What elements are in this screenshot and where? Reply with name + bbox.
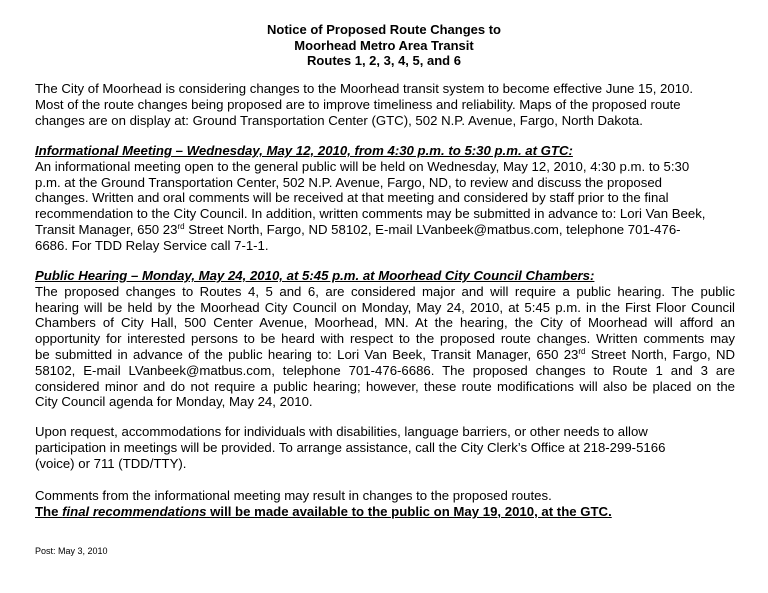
intro-line: Most of the route changes being proposed are to improve timeliness and reliability. Maps of the proposed route [35,96,681,112]
hearing-line: Chambers of City Hall, 500 Center Avenue, Moorhead, MN. At the hearing, the City of Moorhead will afford an [35,315,735,331]
info-line: 6686. For TDD Relay Service call 7-1-1. [35,237,269,253]
info-line-part: Transit Manager, 650 23 [35,221,178,237]
title-line: Routes 1, 2, 3, 4, 5, and 6 [307,53,461,68]
comments-line: Comments from the informational meeting may result in changes to the proposed routes. [35,488,552,503]
comments-paragraph [35,488,735,520]
info-line: recommendation to the City Council. In addition, written comments may be submitted in advance to: Lori Van Beek, [35,206,706,222]
hearing-line [35,347,735,363]
superscript: rd [578,346,586,356]
accommodation-line: participation in meetings will be provided. To arrange assistance, call the City Clerk’s Office at 218-299-5166 [35,439,666,455]
informational-meeting-heading: Informational Meeting – Wednesday, May 12, 2010, from 4:30 p.m. to 5:30 p.m. at GTC: [35,143,573,158]
hearing-line: 58102, E-mail LVanbeek@matbus.com, telephone 701-476-6686. The proposed changes to Route 1 and 3 are [35,362,735,378]
hearing-line: The proposed changes to Routes 4, 5 and 6, are considered major and will require a public hearing. The public [35,283,735,299]
hearing-line: hearing will be held by the Moorhead City Council on Monday, May 24, 2010, at 5:45 p.m. in the First Floor Council [35,299,735,315]
hearing-line-part: Street North, Fargo, ND [585,346,735,362]
final-recommendations-emphasis: final recommendations [62,503,207,519]
accommodation-line: (voice) or 711 (TDD/TTY). [35,455,187,471]
public-hearing-section [35,268,735,410]
intro-line: The City of Moorhead is considering changes to the Moorhead transit system to become effective June 15, 2010. [35,81,694,96]
final-part: will be made available to the public on May 19, 2010, at the GTC. [206,503,612,519]
info-line: An informational meeting open to the general public will be held on Wednesday, May 12, 2010, 4:30 p.m. to 5:30 [35,158,690,174]
title-line: Moorhead Metro Area Transit [294,37,474,53]
info-line: p.m. at the Ground Transportation Center, 502 N.P. Avenue, Fargo, ND, to review and discuss the proposed [35,174,663,190]
info-line [35,222,735,238]
intro-paragraph [35,81,735,128]
hearing-line: opportunity for interested persons to be heard with respect to the proposed route changes. Written comments may [35,331,735,347]
accommodation-line: Upon request, accommodations for individuals with disabilities, language barriers, or other needs to allow [35,424,648,439]
accommodation-paragraph [35,424,735,471]
page-title [0,22,768,69]
info-line-part: Street North, Fargo, ND 58102, E-mail LVanbeek@matbus.com, telephone 701-476- [184,221,681,237]
final-recommendations-line [35,504,735,520]
public-hearing-heading: Public Hearing – Monday, May 24, 2010, at 5:45 p.m. at Moorhead City Council Chambers: [35,268,595,283]
final-part: The [35,503,63,519]
hearing-line: considered minor and do not require a public hearing; however, these route modifications will also be placed on the [35,378,735,394]
informational-meeting-section [35,143,735,254]
intro-line: changes are on display at: Ground Transportation Center (GTC), 502 N.P. Avenue, Fargo, North Dakota. [35,112,643,128]
title-line: Notice of Proposed Route Changes to [266,22,501,37]
superscript: rd [177,221,185,231]
info-line: changes. Written and oral comments will be received at that meeting and considered by staff prior to the final [35,190,669,206]
hearing-line: City Council agenda for Monday, May 24, 2010. [35,394,313,410]
post-date: Post: May 3, 2010 [35,546,108,556]
hearing-line-part: be submitted in advance of the public hearing to: Lori Van Beek, Transit Manager, 650 23 [35,346,579,362]
